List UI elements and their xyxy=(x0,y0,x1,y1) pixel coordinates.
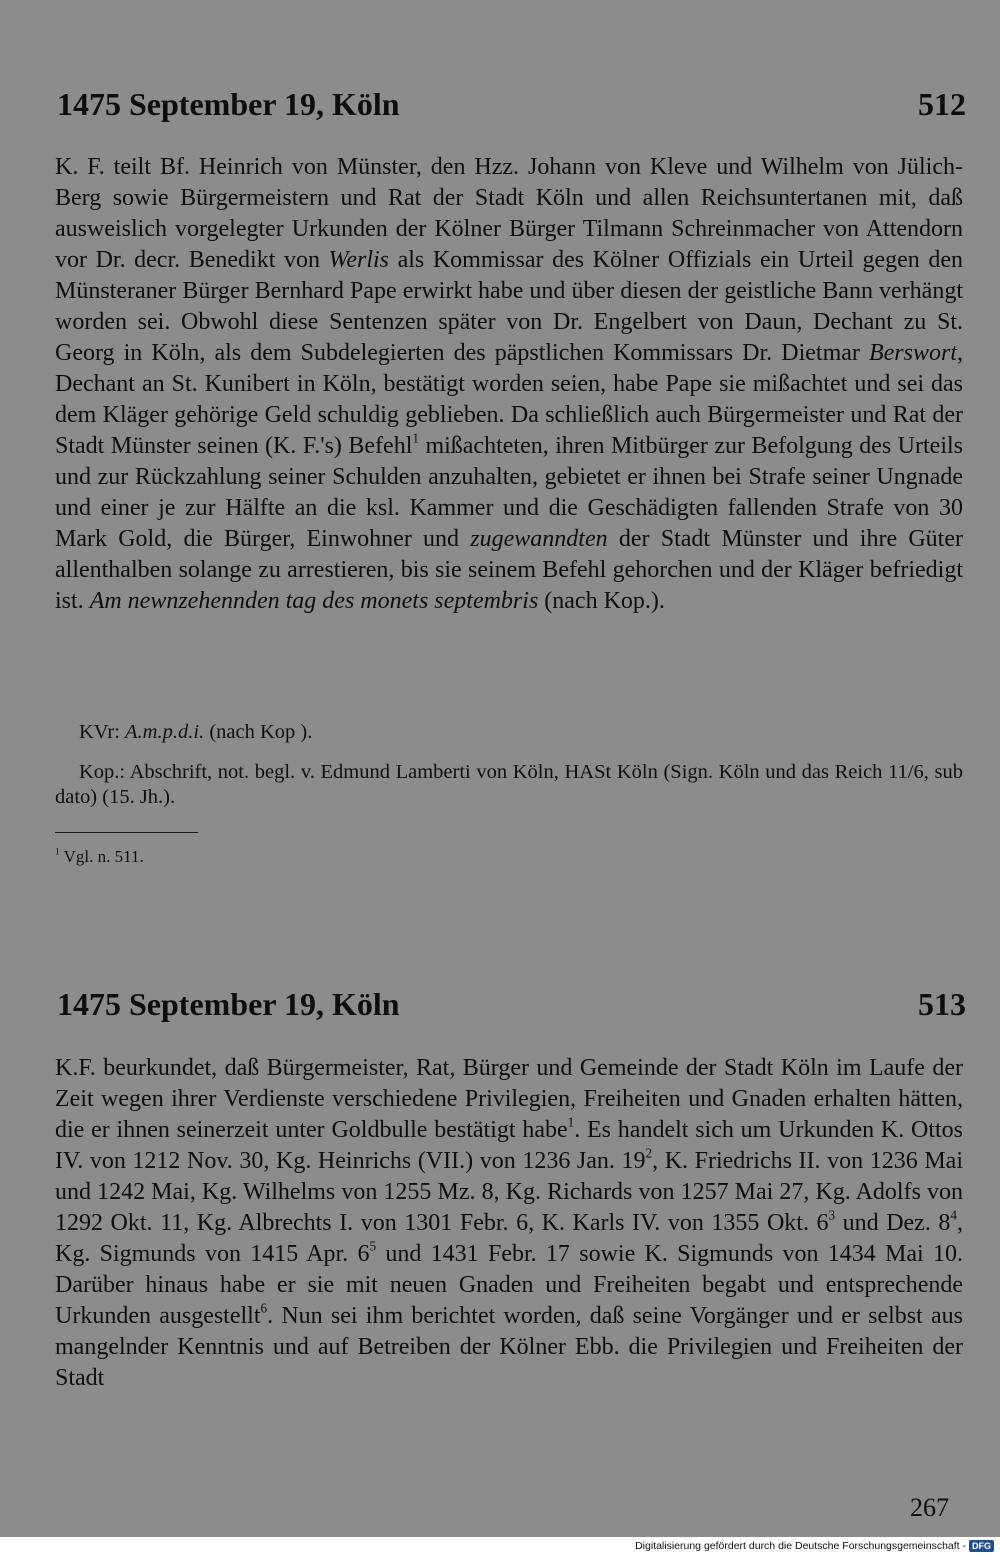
regest-text: als Kommissar des Kölner Offizials ein Urteil gegen den Münsteraner Bürger Bernhard Pape erwirkt habe und über diesen der geistliche Bann verhängt worden sei. Obwohl diese Sentenzen später von Dr. Engelbert von Daun, Dechant zu St. Georg in Köln, als dem Subdelegierten des päpstlichen Kommissars Dr. Dietmar xyxy=(55,247,963,366)
footnote-reference: 2 xyxy=(645,1145,653,1161)
entry-513-number: 513 xyxy=(918,986,966,1022)
italic-name: Berswort xyxy=(868,340,957,366)
regest-text: . Es handelt sich um Urkunden K. Ottos IV. von 1212 Nov. 30, Kg. Heinrichs (VII.) von 1236 Jan. 19 xyxy=(55,1117,963,1174)
kvr-source: (nach Kop ). xyxy=(204,721,313,743)
entry-513-heading xyxy=(57,986,966,1023)
regest-text: (nach Kop.). xyxy=(538,588,665,614)
kvr-label: KVr: xyxy=(79,721,126,743)
footnote-reference: 6 xyxy=(260,1300,268,1316)
entry-512-regest xyxy=(55,152,963,617)
regest-text: mißachteten, ihren Mitbürger zur Befolgung des Urteils und zur Rückzahlung seiner Schulden anzuhalten, gebietet er ihnen bei Strafe seiner Ungnade und einer je zur Hälfte an die ksl. Kammer und die Geschädigten fallenden Strafe von 30 Mark Gold, die Bürger, Einwohner und xyxy=(55,433,963,552)
regest-text: K.F. beurkundet, daß Bürgermeister, Rat, Bürger und Gemeinde der Stadt Köln im Laufe der Zeit wegen ihrer Verdienste verschiedene Privilegien, Freiheiten und Gnaden erhalten hätten, die er ihnen seinerzeit unter Goldbulle bestätigt habe xyxy=(55,1055,963,1143)
footnote-divider xyxy=(55,832,198,833)
entry-512-date-place: 1475 September 19, Köln xyxy=(57,86,400,122)
dfg-logo: DFG xyxy=(969,1540,994,1552)
funding-footer xyxy=(635,1540,994,1552)
footnote-reference: 1 xyxy=(412,430,419,446)
italic-quote: zugewanndten xyxy=(470,526,608,552)
entry-512-number: 512 xyxy=(918,86,966,122)
italic-name: Werlis xyxy=(328,247,389,273)
footnote-reference: 4 xyxy=(950,1207,957,1223)
regest-text: , Kg. Sigmunds von 1415 Apr. 6 xyxy=(55,1210,963,1267)
footnote-text: Vgl. n. 511. xyxy=(59,847,144,866)
regest-text: und 1431 Febr. 17 sowie K. Sigmunds von 1434 Mai 10. Darüber hinaus habe er sie mit neuen Gnaden und Freiheiten begabt und entsprechende Urkunden ausgestellt xyxy=(55,1241,963,1329)
regest-text: , K. Friedrichs II. von 1236 Mai und 1242 Mai, Kg. Wilhelms von 1255 Mz. 8, Kg. Richards von 1257 Mai 27, Kg. Adolfs von 1292 Okt. 11, Kg. Albrechts I. von 1301 Febr. 6, K. Karls IV. von 1355 Okt. 6 xyxy=(55,1148,963,1236)
regest-text: der Stadt Münster und ihre Güter allenthalben solange zu arrestieren, bis sie seinem Befehl gehorchen und der Kläger befriedigt ist. xyxy=(55,526,963,614)
entry-512-footnote xyxy=(55,847,144,867)
italic-dating: Am newnzehennden tag des monets septembris xyxy=(89,588,539,614)
page-number: 267 xyxy=(910,1493,949,1522)
entry-513-regest xyxy=(55,1053,963,1394)
footnote-reference: 1 xyxy=(567,1114,575,1130)
footnote-mark: 1 xyxy=(55,847,60,858)
entry-512-kvr-note xyxy=(55,720,963,745)
footnote-reference: 5 xyxy=(369,1238,377,1254)
regest-text: . Nun sei ihm berichtet worden, daß seine Vorgänger und er selbst aus mangelnder Kenntnis und auf Betreiben der Kölner Ebb. die Privilegien und Freiheiten der Stadt xyxy=(55,1303,963,1391)
regest-text: K. F. teilt Bf. Heinrich von Münster, den Hzz. Johann von Kleve und Wilhelm von Jülich-Berg sowie Bürgermeistern und Rat der Stadt Köln und allen Reichsuntertanen mit, daß ausweislich vorgelegter Urkunden der Kölner Bürger Tilmann Schreinmacher von Attendorn vor Dr. decr. Benedikt von xyxy=(55,154,963,273)
entry-513-date-place: 1475 September 19, Köln xyxy=(57,986,400,1022)
entry-512-copy-note: Kop.: Abschrift, not. begl. v. Edmund Lamberti von Köln, HASt Köln (Sign. Köln und das Reich 11/6, sub dato) (15. Jh.). xyxy=(55,761,963,808)
regest-text: , Dechant an St. Kunibert in Köln, bestätigt worden seien, habe Pape sie mißachtet und sei das dem Kläger gehörige Geld schuldig geblieben. Da schließlich auch Bürgermeister und Rat der Stadt Münster seinen (K. F.'s) Befehl xyxy=(55,340,963,459)
entry-512-heading xyxy=(57,86,966,123)
footnote-reference: 3 xyxy=(828,1207,836,1223)
funding-notice: Digitalisierung gefördert durch die Deutsche Forschungsgemeinschaft - xyxy=(635,1540,966,1552)
kvr-abbreviation: A.m.p.d.i. xyxy=(125,721,205,743)
regest-text: und Dez. 8 xyxy=(835,1210,951,1236)
